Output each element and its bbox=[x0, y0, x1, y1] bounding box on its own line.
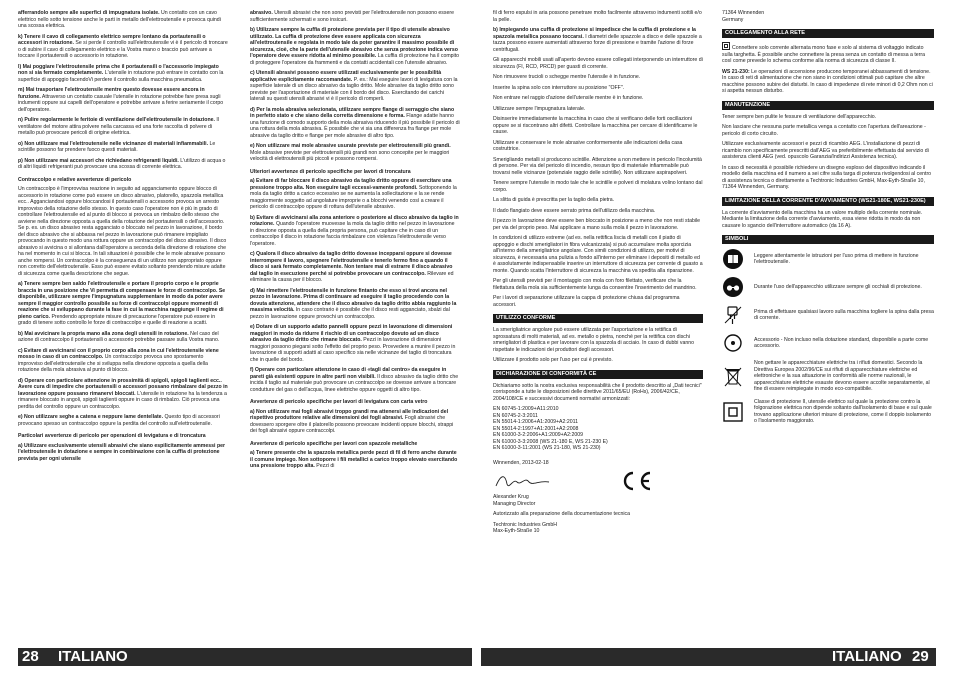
symbol-description: Non gettare le apparecchiature elettriche tra i rifiuti domestici. Secondo la Direttiva Europea 2002/96/CE sui rifiuti di apparecchiature elettriche ed elettroniche e la sua attuazione in conformità alle norme nazionali, le apparecchiature elettriche esauste devono essere accolte separatamente, al fine di essere reimpiegate in modo eco-compatibile. bbox=[754, 360, 930, 392]
address-city: 71364 Winnenden bbox=[722, 10, 765, 16]
paragraph: e) Dotare di un supporto adatto pannelli oppure pezzi in lavorazione di dimensioni maggiori in modo da ridurre il rischio di un contraccolpo dovuto ad un disco abrasivo da taglio dritto che rimane bloccato. Pezzi in lavorazione di dimensioni maggiori possono piegarsi sotto l'effetto del proprio peso. Provvedere a munire il pezzo in lavorazione di supporti adatti al caso specifico sia nelle vicinanze del taglio di troncatura che in quelle del bordo. bbox=[250, 324, 456, 363]
paragraph: Tenere sempre l'utensile in modo tale che le scintille e polveri di molatura volino lontano dal corpo. bbox=[493, 180, 703, 193]
paragraph: l) Mai poggiare l'elettroutensile prima che il portautensili o l'accessorio impiegato non si sia fermato completamente. L'utensile in rotazione può entrare in contatto con la superficie di appoggio facendoVi perdere il controllo sulla macchina pneumatica. bbox=[18, 63, 224, 83]
place-date: Winnenden, 2013-02-18 bbox=[493, 459, 549, 466]
section-heading-maintenance: MANUTENZIONE bbox=[722, 101, 934, 110]
maintenance-paragraph: Non lasciare che nessuna parte metallica venga a contatto con l'apertura dell'areazione - pericolo di corto circuito. bbox=[722, 124, 926, 137]
paragraph: Gli apparecchi mobili usati all'aperto devono essere collegati interponendo un interruttore di sicurezza (FI, RCD, PRCD) per guasti di corrente. bbox=[493, 57, 703, 70]
paragraph: La slitta di guida è prescritta per la taglio della pietra. bbox=[493, 197, 615, 203]
symbol-row bbox=[722, 276, 934, 298]
symbol-row bbox=[722, 248, 934, 270]
symbol-row bbox=[722, 360, 934, 393]
standard-item: EN 61000-3-11:2001 (WS 21-180, WS 21-230) bbox=[493, 445, 601, 451]
paragraph: Il dado flangiato deve essere serrato prima dell'utilizzo della macchina. bbox=[493, 207, 656, 214]
mains-paragraph: Connettere solo corrente alternata mono fase e solo al sistema di voltaggio indicato sulla targhetta. È possibile anche connettere la presa senza un contatto di messa a terra così come prevede lo schema conforme alla norma di sicurezza di classe II. bbox=[722, 42, 934, 65]
paragraph: Il pezzo in lavorazione deve essere ben bloccato in posizione a meno che non resti stabile per via del proprio peso. Mai applicare a mano sulla mola il pezzo in lavorazione. bbox=[493, 218, 701, 231]
symbol-row bbox=[722, 304, 934, 326]
subheading: Particolari avvertenze di pericolo per operazioni di levigatura e di troncatura bbox=[18, 433, 206, 439]
usage-paragraph: La smerigliatrice angolare può essere utilizzata per l'asportazione e la rettifica di sgrossatura di molti materiali, ad es. metallo o pietra, nonché per la rettifica con dischi smerigliatori di plastica e per lavorare con la spazzola di acciaio. In caso di dubbi vanno rispettate le indicazioni dei produttori degli accessori. bbox=[493, 327, 694, 353]
subheading: Contraccolpo e relative avvertenze di pericolo bbox=[18, 176, 132, 183]
symbol-description: Durante l'uso dell'apparecchio utilizzare sempre gli occhiali di protezione. bbox=[754, 283, 922, 290]
paragraph: p) Non utilizzare mai accessori che richiedano refrigeranti liquidi. L'utilizzo di acqua o di altri liquidi refrigeranti può provocare una scossa di corrente elettrica. bbox=[18, 157, 226, 170]
signer-name: Alexander Krug bbox=[493, 494, 529, 500]
paragraph: d) Operare con particolare attenzione in prossimità di spigoli, spigoli taglienti ecc.. Avere cura di impedire che portautensili o accessori possano rimbalzare dal pezzo in lavorazione oppure possano rimanervi bloccati. L'utensile in rotazione ha la tendenza a rimanere bloccato in angoli, spigoli taglienti oppure in caso di rimbalzo. Ciò provoca una perdita del controllo oppure un contraccolpo. bbox=[18, 377, 228, 410]
standard-item: EN 60745-1:2009+A11:2010 bbox=[493, 406, 559, 412]
paragraph: c) Utensili abrasivi possono essere utilizzati esclusivamente per le possibilità applicative esplicitamente raccomandate. P. es.: Mai eseguire lavori di levigatura con la superficie laterale di un disco abrasivo da taglio dritto. Mole abrasive da taglio dritto sono previste per l'asportazione di materiale con il bordo del disco. Esercitando dei carichi laterali su questi utensili abrasivi vi è il pericolo di romperli. bbox=[250, 70, 458, 102]
paragraph: fil di ferro espulsi in aria possono penetrare molto facilmente attraverso indumenti sottili e/o la pelle. bbox=[493, 10, 702, 23]
standard-item: EN 55014-2:1997+A1:2001+A2:2008 bbox=[493, 425, 579, 432]
paragraph: abrasivo. Utensili abrasivi che non sono previsti per l'elettroutensile non possono essere sufficientemente schermati e sono insicuri. bbox=[250, 10, 454, 23]
mains-ws-paragraph: WS 21-230: Le operazioni di accensione producono temporanei abbassamenti di tensione. In caso di reti di alimentazione che non siano in condizioni ottimali può capitare che altre macchine possono subire dei disturbi. In caso di impedenze di rete minori di 0,2 Ohm non ci si aspetta nessun disturbo. bbox=[722, 68, 933, 94]
language-label-right: ITALIANO bbox=[832, 648, 902, 665]
address-country: Germany bbox=[722, 16, 744, 23]
section-heading-current-limit: LIMITAZIONE DELLA CORRENTE D'AVVIAMENTO (WS21-180E, WS21-230E) bbox=[722, 197, 934, 206]
tech-docs-line: Autorizzato alla preparazione della documentazione tecnica bbox=[493, 511, 630, 517]
signer-title: Managing Director bbox=[493, 500, 536, 507]
paragraph: Per gli utensili previsti per il montaggio con mola con foro filettato, verificare che la filettatura della mola sia sufficientemente lunga da consentire l'inserimento del mandrino. bbox=[493, 278, 697, 291]
conformity-text: Dichiariamo sotto la nostra esclusiva responsabilità che il prodotto descritto al „Dati tecnici" corrisponde a tutte le disposizioni delle direttive 2011/65/EU (RoHs), 2006/42/CE, 2004/108/CE e successivi documenti normativi armonizzati: bbox=[493, 382, 702, 402]
ce-mark-icon bbox=[619, 470, 653, 492]
paragraph: afferrandolo sempre alle superfici di impugnatura isolate. Un contatto con un cavo elettrico nello sotto tensione anche le parti in metallo dell'elettroutensile e provoca quindi una scossa elettrica. bbox=[18, 10, 221, 29]
symbol-description: Classe di protezione II, utensile elettrico sul quale la protezione contro la folgorazione elettrica non dipende soltanto dall'isolamento di base e sul quale trovano applicazione ulteriori misure di protezione, come il doppio isolamento o l'isolamento maggiorato. bbox=[754, 398, 932, 424]
paragraph: Utilizzare sempre l'impugnatura laterale. bbox=[493, 105, 586, 112]
paragraph: b) Impiegando una cuffia di protezione si impedisce che la cuffia di protezione e la spazzola metallica possano toccarsi. I diametri delle spazzole a disco e delle spazzole a tazza possono essere aumentati attraverso forze di pressione e tramite l'azione di forze centrifugali. bbox=[493, 27, 702, 53]
paragraph: a) Non utilizzare mai fogli abrasivi troppo grandi ma attenersi alle indicazioni del rispettivo produttore relative alle dimensioni dei fogli abrasivi. Fogli abrasivi che dovessero sporgere oltre il platorello possono provocare incidenti oppure blocchi, strappi dei fogli abrasivi oppure contraccolpi. bbox=[250, 408, 454, 434]
symbol-description: Prima di effettuare qualsiasi lavoro sulla macchina togliere la spina dalla presa di corrente. bbox=[754, 308, 934, 321]
paragraph: Un contraccolpo è l'improvvisa reazione in seguito ad agganciamento oppure blocco di accessorio in rotazione come può essere un disco abrasivo, platorello, spazzola metallica ecc.. Agganciandosi oppure bloccandosi il portautensili o accessorio provoca un arresto improvviso della rotazione dello stesso. In questo caso l'operatore non è più in grado di controllare l'elettroutensile ed al punto di blocco si provoca un rimbalzo dello stesso che avviene nella direzione opposta a quella della rotazione del portautensili o dell'accessorio. Se p. es. un disco abrasivo resta agganciato o bloccato nel pezzo in lavorazione, il bordo del disco abrasivo che si abbassa nel pezzo in lavorazione può rimanere impigliato provocando in questo modo una rottura oppure un contraccolpo del disco abrasivo. Il disco abrasivo si avvicina o si allontana dall'operatore a seconda della direzione di rotazione che ha nel momento in cui si blocca. In tali situazioni è possibile che le mole abrasive possano anche rompersi. Un contraccolpo è la conseguenza di un utilizzo non appropriato oppure non corretto dell'elettroutensile. Esso può essere evitato soltanto prendendo misure adatte di sicurezza come quella descrizione che segue. bbox=[18, 186, 227, 277]
paragraph: In condizioni di utilizzo estreme (ad es. nella rettifica liscia di metalli con il piatto di appoggio e dischi smerigliatori in fibra vulcanizzata) si può accumulare molta sporcizia all'interno della smerigliatrice angolare. Con simili condizioni di utilizzo, per motivi di sicurezza, è necessaria una pulizia a fondo all'interno per eliminare i depositi di metallo ed è assolutamente indispensabile inserire un interruttore di sicurezza per corrente di guasto a monte. Quando scatta l'interruttore di sicurezza la macchina va spedita alla riparazione. bbox=[493, 235, 703, 274]
paragraph: c) Evitare di avvicinarsi con il proprio corpo alla zona in cui l'elettroutensile viene mosso in caso di un contraccolpo. Un contraccolpo provoca uno spostamento improvviso dell'elettroutensile che si sviluppa nella direzione opposta a quella della rotazione della mola abrasiva al punto di blocco. bbox=[18, 347, 219, 373]
section-heading-usage: UTILIZZO CONFORME bbox=[493, 314, 703, 323]
left-page-column-2 bbox=[250, 10, 460, 640]
section-heading-symbols: SIMBOLI bbox=[722, 235, 934, 244]
read-manual-icon bbox=[722, 248, 744, 270]
paragraph: a) Utilizzare esclusivamente utensili abrasivi che siano espilicitamente ammessi per l'elettroutensile in dotazione e sempre in combinazione con la cuffia di protezione prevista per ogni utensile bbox=[18, 442, 226, 462]
class-ii-icon bbox=[722, 401, 744, 423]
paragraph: n) Pulire regolarmente le feritoie di ventilazione dell'elettroutensile in dotazione. Il ventilatore del motore attira polvere nella carcassa ed una forte raccolta di polvere di metallo può provocare pericoli di origine elettrica. bbox=[18, 117, 220, 136]
right-page-column-1 bbox=[493, 10, 703, 640]
paragraph: e) Non utilizzare mai mole abrasive usurate previste per elettroutensili più grandi. Mole abrasive previste per elettroutensili più grandi non sono concepite per le maggiori velocità di elettroutensili più piccoli e possono rompersi. bbox=[250, 143, 451, 162]
standard-item: EN 61000-3-3:2008 (WS 21-180 E, WS 21-230 E) bbox=[493, 438, 608, 445]
right-page-column-2 bbox=[722, 10, 934, 640]
paragraph: m) Mai trasportare l'elettroutensile mentre questo dovesse essere ancora in funzione. Attraverso un contatto casuale l'utensile in rotazione potrebbe fare presa sugli indumenti oppure sui capelli dell'operatore e potrebbe arrivare a ferire seriamente il corpo dell'operatore. bbox=[18, 87, 224, 113]
maintenance-paragraph: In caso di necessità è possibile richiedere un disegno esploso del dispositivo indicando il modello della macchina ed il numero a sei cifre sulla targa di potenza rivolgendosi al centro di assistenza tecnica o direttamente a Techtronic Industries GmbH, Max-Eyth-Straße 10, 71364 Winnenden, Germany. bbox=[722, 164, 932, 190]
subheading: Ulteriori avvertenze di pericolo specifiche per lavori di troncatura bbox=[250, 168, 411, 175]
paragraph: c) Qualora il disco abrasivo da taglio dritto dovesse incepparsi oppure si dovesse interrompere il lavoro, spegnere l'elettroutensile e tenerlo fermo fino a quando il disco si sarà fermato completamente. Non tentare mai di estrarre il disco abrasivo dal taglio in esecuzione perché si potrebbe provocare un contraccolpo. Rilevare ed eliminare la causa per il blocco. bbox=[250, 251, 454, 283]
accessory-icon bbox=[722, 332, 744, 354]
paragraph: Smerigliando metalli si producono scintille. Attenzione a non mettere in pericolo l'incolumità di persone. Per via del pericolo di incendio, nessun tipo di materiale infiammabile può trovarsi nelle vicinanze (potenziale raggio delle scintille). Non utilizzare aspirapolveri. bbox=[493, 156, 702, 176]
paragraph: Inserire la spina solo con interruttore su posizione "OFF". bbox=[493, 84, 625, 91]
left-page-column-1 bbox=[18, 10, 228, 640]
paragraph: b) Utilizzare sempre la cuffia di protezione prevista per il tipo di utensile abrasivo utilizzato. La cuffia di protezione deve essere applicata con sicurezza all'elettroutensile e regolata in modo tale da poter garantire il massimo possibile di sicurezza, cioè, che la parte dell'utensile abrasivo che senza protezione indica verso l'operatore deve essere ridotta al minimo possibile. La cuffia di protezione ha il compito di proteggere l'operatore da frammenti e da contatti accidentali con l'utensile abrasivo. bbox=[250, 27, 460, 66]
weee-bin-icon bbox=[722, 365, 744, 387]
maintenance-paragraph: Utilizzare esclusivamente accessori e pezzi di ricambio AEG. L'installazione di pezzi di ricambio non specificamente prescritti dall'AEG va preferibilmente effettuata dal servizio di assistenza clienti AEG (ved. opuscolo Garanzia/Indirizzi Assistenza tecnica). bbox=[722, 141, 929, 160]
class-ii-small-icon bbox=[722, 42, 730, 50]
paragraph: b) Mai avvicinare la propria mano alla zona degli utensili in rotazione. Nel caso del azione di contraccolpo il portautensili o accessorio potrebbe passare sulla Vostra mano. bbox=[18, 330, 220, 343]
paragraph: Utilizzare e conservare le mole abrasive conformemente alle indicazioni della casa costruttrice. bbox=[493, 139, 683, 152]
symbol-description: Accessorio - Non incluso nella dotazione standard, disponibile a parte come accessorio. bbox=[754, 336, 929, 349]
paragraph: k) Tenere il cavo di collegamento elettrico sempre lontano da portautensili o accessori in rotazione. Se si perde il controllo sull'elettroutensile vi è il pericolo di troncare o di subire il cavo di collegamento elettrico e la Vostra mano o braccio può arrivare a toccare il portautensili o accessorio in rotazione. bbox=[18, 33, 228, 59]
subheading: Avvertenze di pericolo specifiche per lavori con spazzole metalliche bbox=[250, 440, 418, 447]
paragraph: b) Evitare di avvicinarsi alla zona anteriore o posteriore al disco abrasivo da taglio in rotazione. Quando l'operatore muovesse la mola da taglio dritto nel pezzo in lavorazione in direzione opposta a quella della propria persona, può capitare che in caso di un contraccolpo il disco in rotazione faccia rimbalzare con violenza l'elettroutensile verso l'operatore. bbox=[250, 214, 459, 247]
paragraph: f) Operare con particolare attenzione in caso di «tagli dal centro» da eseguire in pareti già esistenti oppure in altre parti non visibili. Il disco abrasivo da taglio dritto che incida il taglio sul materiale può provocare un contraccolpo se dovesse arrivare a troncare condutture del gas o dell'acqua, linee elettriche oppure oggetti di altro tipo. bbox=[250, 367, 459, 393]
paragraph: a) Tenere presente che la spazzola metallica perde pezzi di fil di ferro anche durante il comune impiego. Non sottoporre i fili metallici a carico troppo elevato esercitando una pressione troppo alta. Pezzi di bbox=[250, 450, 458, 469]
company-name: Techtronic Industries GmbH bbox=[493, 521, 558, 528]
section-heading-mains: COLLEGAMENTO ALLA RETE bbox=[722, 29, 934, 38]
standard-item: EN 55014-1:2006+A1:2009+A2:2011 bbox=[493, 419, 578, 425]
symbol-description: Leggere attentamente le istruzioni per l'uso prima di mettere in funzione l'elettroutensile. bbox=[754, 252, 919, 265]
page-number-left: 28 bbox=[22, 648, 39, 665]
paragraph: d) Mai rimettere l'elettroutensile in funzione fintanto che esso si trovi ancora nel pezzo in lavorazione. Prima di continuare ad eseguire il taglio procedendo con la dovuta attenzione, attendere che il disco abrasivo da taglio dritto abbia raggiunto la massima velocità. In caso contrario è possibile che il disco resti agganciato, sbalzi dal pezzo in lavorazione oppure provochi un contraccolpo. bbox=[250, 287, 457, 320]
page-number-right: 29 bbox=[912, 648, 929, 665]
standard-item: EN 61000-3-2:2006+A1:2009+A2:2009 bbox=[493, 432, 583, 438]
paragraph: o) Non utilizzare mai l'elettroutensile nelle vicinanze di materiali infiammabili. Le scintille possono far prendere fuoco questi materiali. bbox=[18, 140, 216, 153]
section-heading-conformity: DICHIARAZIONE DI CONFORMITÀ CE bbox=[493, 370, 703, 379]
symbol-row bbox=[722, 399, 934, 425]
standard-item: EN 60745-2-3:2011 bbox=[493, 412, 538, 419]
unplug-icon bbox=[722, 304, 744, 326]
subheading: Avvertenze di pericolo specifiche per lavori di levigatura con carta vetro bbox=[250, 399, 428, 405]
signature-icon bbox=[493, 470, 553, 492]
paragraph: d) Per la mola abrasiva selezionata, utilizzare sempre flange di serraggio che siano in perfetto stato e che siano della corretta dimensione e forma. Flange adatte hanno una funzione di comodo supporto della mola abrasiva riducendo il più possibile il pericolo di una rottura della mola abrasiva. È possibile che vi sia una differenza fra flange per mole abrasive da taglio dritto e flange per mole abrasive di altro tipo. bbox=[250, 106, 460, 139]
paragraph: Disinserire immediatamente la macchina in caso che si verificano delle forti oscillazioni oppure se si riscontrano altri difetti. Controllare la macchina per cercare di identificarne le cause. bbox=[493, 116, 698, 135]
paragraph: a) Evitare di far bloccare il disco abrasivo da taglio dritto oppure di esercitare una pressione troppo alta. Non eseguire tagli eccessi-vamente profondi. Sottoponendo la mola da taglio dritto a carico eccessivo se ne aumenta la sollecitazione e la se rende maggiormente soggetto ad angolature improprie o a blocchi venendo così a creare il pericolo di contraccolpo oppure di rottura dell'utensile abrasivo. bbox=[250, 178, 457, 210]
symbol-row bbox=[722, 332, 934, 354]
paragraph: e) Non utilizzare seghe a catena e neppure lame dentellate. Questo tipo di accessori provocano spesso un contraccolpo oppure la perdita del controllo sull'elettroutensile. bbox=[18, 414, 220, 427]
usage-paragraph: Utilizzare il prodotto solo per l'uso per cui è previsto. bbox=[493, 357, 613, 363]
paragraph: Per i lavori di separazione utilizzare la cappa di protezione chiusa dal programma accessori. bbox=[493, 295, 680, 308]
limit-paragraph: La corrente d'avviamento della macchina ha un valore multiplo della corrente nominale. Mediante la limitazione della corrente d'avviamento, essa viene ridotta in modo da non causare lo sgancio dell'interruttore automatico (da 16 A). bbox=[722, 209, 923, 229]
company-street: Max-Eyth-Straße 10 bbox=[493, 528, 540, 534]
paragraph: Non entrare nel raggio d'azione dell'utensile mentre è in funzione. bbox=[493, 95, 644, 101]
paragraph: a) Tenere sempre ben saldo l'elettroutensile e portare il proprio corpo e le proprie braccia in una posizione che Vi permetta di compensare le forze di contraccolpo. Se disponibile, utilizzare sempre l'impugnatura supplementare in modo da poter avere sempre il maggior controllo possibile su forze di contraccolpi oppure momenti di reazione che si sviluppano durante la fase in cui la macchina raggiunge il regime di pieno carico. Prendendo appropriate misure di precauzione l'operatore può essere in grado di tenere sotto controllo le forze di contraccolpo e quelle di reazione a scatti. bbox=[18, 281, 226, 326]
safety-goggles-icon bbox=[722, 276, 744, 298]
paragraph: Non rimuovere trucioli o schegge mentre l'utensile è in funzione. bbox=[493, 74, 641, 80]
language-label-left: ITALIANO bbox=[58, 648, 128, 665]
maintenance-paragraph: Tener sempre ben pulite le fessure di ventilazione dell'apparecchio. bbox=[722, 113, 877, 120]
